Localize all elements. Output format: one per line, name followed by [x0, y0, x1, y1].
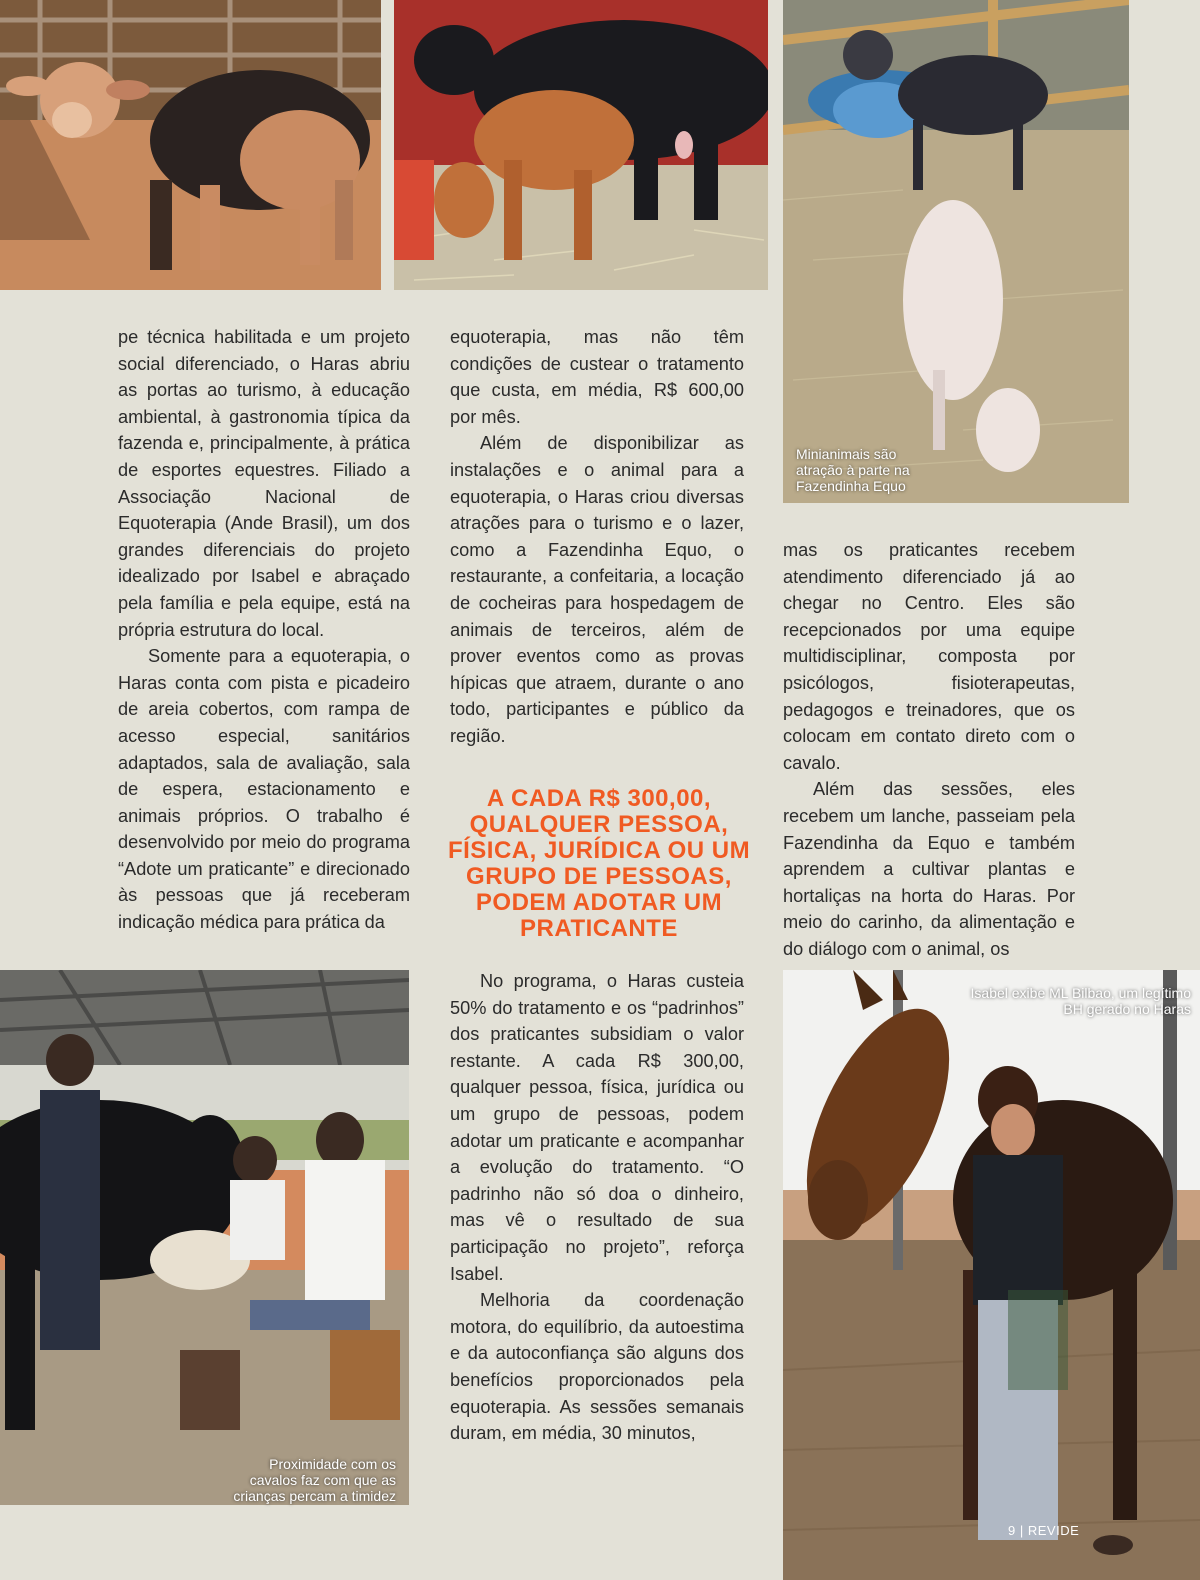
col2-paragraph-3: No programa, o Haras custeia 50% do tratamento e os “padrinhos” dos praticantes subsidiam o valor restante. A cada R$ 300,00, qualquer pessoa, física, jurídica ou um grupo de pessoas, podem adotar um praticante e acompanhar a evolução do tratamento. “O padrinho não só doa o dinheiro, mas vê o resultado de sua participação no projeto”, reforça Isabel.	[450, 971, 744, 1284]
horse-illustration	[783, 970, 1200, 1580]
col1-paragraph-2: Somente para a equoterapia, o Haras conta com pista e picadeiro de areia cobertos, com rampa de acesso especial, sanitários adaptados, sala de avaliação, sala de espera, estacionamento e animais próprios. O trabalho é desenvolvido por meio do programa “Adote um praticante” e direcionado às pessoas que já receberam indicação médica para prática da	[118, 646, 410, 933]
calf-illustration	[0, 0, 381, 290]
col3-paragraph-1: mas os praticantes recebem atendimento diferenciado já ao chegar no Centro. Eles são recepcionados por uma equipe multidisciplinar, composta por psicólogos, fisioterapeutas, pedagogos e treinadores, que os colocam em contato direto com o cavalo.	[783, 540, 1075, 773]
col2-paragraph-1: equoterapia, mas não têm condições de custear o tratamento que custa, em média, R$ 600,00 por mês.	[450, 327, 744, 427]
caption-therapy: Proximidade com os cavalos faz com que as crianças percam a timidez	[233, 1456, 396, 1504]
col3-paragraph-2: Além das sessões, eles recebem um lanche, passeiam pela Fazendinha da Equo e também aprendem a cultivar plantas e hortaliças na horta do Haras. Por meio do carinho, da alimentação e do diálogo com o animal, os	[783, 779, 1075, 959]
pull-quote: A CADA R$ 300,00, QUALQUER PESSOA, FÍSICA, JURÍDICA OU UM GRUPO DE PESSOAS, PODEM ADOTAR UM PRATICANTE	[447, 785, 751, 942]
therapy-illustration	[0, 970, 409, 1505]
magazine-name: REVIDE	[1027, 1523, 1080, 1538]
column-2-top	[450, 324, 744, 750]
col2-paragraph-4: Melhoria da coordenação motora, do equilíbrio, da autoestima e da autoconfiança são alguns dos benefícios proporcionados pela equoterapia. As sessões semanais duram, em média, 30 minutos,	[450, 1290, 744, 1444]
page-footer	[1008, 1523, 1079, 1538]
column-1	[118, 324, 410, 936]
photo-goats	[783, 0, 1129, 503]
column-2-bottom	[450, 968, 744, 1447]
col1-paragraph-1: pe técnica habilitada e um projeto social diferenciado, o Haras abriu as portas ao turismo, à educação ambiental, à gastronomia típica da fazenda e, principalmente, à prática de esportes equestres. Filiado a Associação Nacional de Equoterapia (Ande Brasil), um dos grandes diferenciais do projeto idealizado por Isabel e abraçado pela família e pela equipe, está na própria estrutura do local.	[118, 327, 410, 640]
col2-paragraph-2: Além de disponibilizar as instalações e o animal para a equoterapia, o Haras criou diversas atrações para o turismo e o lazer, como a Fazendinha Equo, o restaurante, a confeitaria, a locação de cocheiras para hospedagem de animais de terceiros, além de prover eventos como as provas hípicas que atraem, durante o ano todo, participantes e público da região.	[450, 433, 744, 746]
footer-separator: |	[1019, 1523, 1024, 1538]
goats-illustration	[783, 0, 1129, 503]
photo-isabel-horse	[783, 970, 1200, 1580]
caption-horse: Isabel exibe ML Bilbao, um legítimo BH gerado no Haras	[970, 985, 1191, 1017]
photo-therapy	[0, 970, 409, 1505]
photo-calf	[0, 0, 381, 290]
photo-calves-stall	[394, 0, 768, 290]
column-3	[783, 537, 1075, 963]
caption-goats: Minianimais são atração à parte na Fazendinha Equo	[796, 446, 910, 494]
calves-illustration	[394, 0, 768, 290]
page-number: 9	[1008, 1523, 1016, 1538]
